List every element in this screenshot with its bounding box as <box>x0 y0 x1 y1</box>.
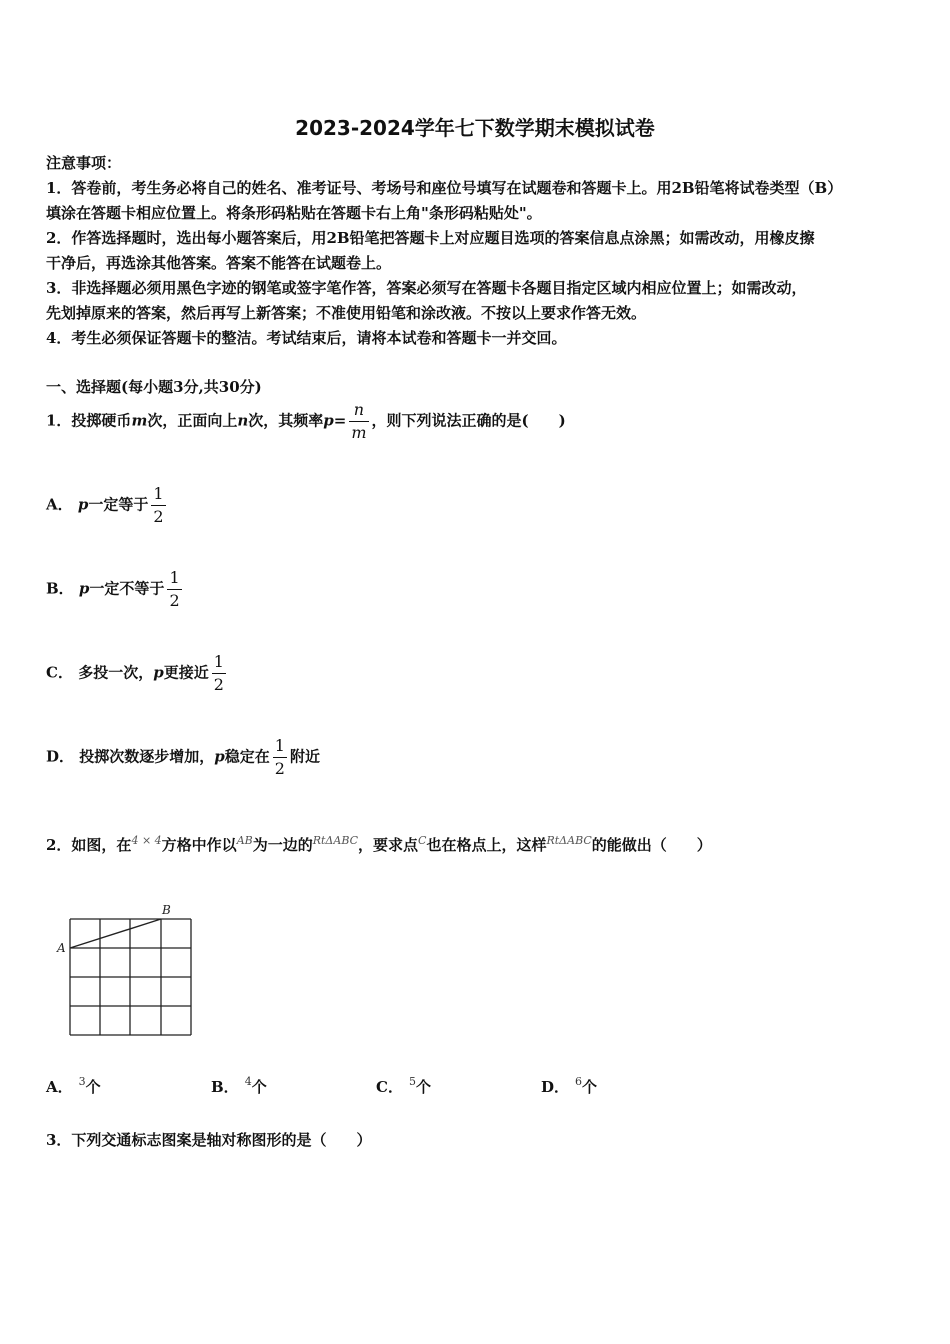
option-text: 一定等于 <box>88 495 149 514</box>
option-text: 投掷次数逐步增加， <box>79 747 215 766</box>
option-unit: 个 <box>85 1078 101 1096</box>
q1-m: m <box>131 411 148 430</box>
q2-text: ，要求点 <box>358 836 419 854</box>
option-text: 多投一次， <box>78 663 154 682</box>
fraction-denominator: 2 <box>274 759 285 778</box>
notice-line: 2．作答选择题时，选出每小题答案后，用2B铅笔把答题卡上对应题目选项的答案信息点涂黑；如需改动，用橡皮擦 <box>46 229 815 247</box>
fraction-numerator: n <box>353 400 365 419</box>
notice-line: 1．答卷前，考生务必将自己的姓名、准考证号、考场号和座位号填写在试题卷和答题卡上。用2B铅笔将试卷类型（B） <box>46 179 843 197</box>
option-value: 4 <box>244 1075 252 1088</box>
q2-grid-size: 4 × 4 <box>131 834 162 847</box>
q2-text: 为一边的 <box>252 836 313 854</box>
notice-line: 3．非选择题必须用黑色字迹的钢笔或签字笔作答，答案必须写在答题卡各题目指定区域内相应位置上；如需改动， <box>46 279 807 297</box>
option-p: p <box>78 579 90 598</box>
option-unit: 个 <box>415 1078 431 1096</box>
q1-option-c[interactable] <box>46 654 229 693</box>
q1-n: n <box>237 411 249 430</box>
option-value: 6 <box>575 1075 583 1088</box>
q2-option-c[interactable] <box>376 1076 431 1097</box>
q1-fraction <box>349 402 368 441</box>
fraction-numerator: 1 <box>153 484 164 503</box>
fraction-numerator: 1 <box>169 568 180 587</box>
option-fraction <box>151 486 165 525</box>
q2-option-a[interactable] <box>46 1076 101 1097</box>
grid-lines <box>70 919 191 1035</box>
option-unit: 个 <box>582 1078 598 1096</box>
option-label: D． <box>46 747 75 766</box>
option-label: A． <box>46 1078 73 1096</box>
section-title: 一、选择题(每小题3分,共30分) <box>46 378 262 396</box>
q2-option-d[interactable] <box>541 1076 597 1097</box>
question-1 <box>46 402 566 441</box>
option-label: D． <box>541 1078 570 1096</box>
notice-line: 干净后，再选涂其他答案。答案不能答在试题卷上。 <box>46 254 392 272</box>
q2-point-c: C <box>418 834 427 847</box>
q1-option-a[interactable] <box>46 486 169 525</box>
q1-text: ，则下列说法正确的是( ) <box>371 411 566 430</box>
point-a-label: A <box>57 941 66 955</box>
q2-text: 2．如图，在 <box>46 836 132 854</box>
option-value: 5 <box>408 1075 416 1088</box>
grid-figure <box>54 900 204 1042</box>
q2-triangle: RtΔABC <box>312 834 359 847</box>
option-fraction <box>167 570 181 609</box>
fraction-denominator: 2 <box>153 507 164 526</box>
option-text: 更接近 <box>163 663 209 682</box>
notice-line: 4．考生必须保证答题卡的整洁。考试结束后，请将本试卷和答题卡一并交回。 <box>46 329 567 347</box>
fraction-denominator: 2 <box>169 591 180 610</box>
page-title: 2023-2024学年七下数学期末模拟试卷 <box>295 116 655 140</box>
q2-segment-ab: AB <box>236 834 253 847</box>
option-p: p <box>214 747 225 766</box>
notice-line: 填涂在答题卡相应位置上。将条形码粘贴在答题卡右上角"条形码粘贴处"。 <box>46 204 542 222</box>
option-text: 附近 <box>289 747 320 766</box>
q2-triangle: RtΔABC <box>546 834 592 847</box>
q2-text: 也在格点上，这样 <box>426 836 547 854</box>
notice-heading: 注意事项： <box>46 154 122 172</box>
option-label: C． <box>376 1078 403 1096</box>
question-2 <box>46 834 712 855</box>
option-label: C． <box>46 663 73 682</box>
fraction-denominator: 2 <box>213 675 224 694</box>
q1-text: 次，其频率 <box>248 411 324 430</box>
q1-text: 次，正面向上 <box>147 411 238 430</box>
q2-text: 方格中作以 <box>161 836 237 854</box>
fraction-denominator: m <box>351 423 367 442</box>
option-p: p <box>153 663 164 682</box>
question-3: 3．下列交通标志图案是轴对称图形的是（ ） <box>46 1131 372 1149</box>
q1-eq: = <box>333 411 347 430</box>
point-b-label: B <box>162 903 171 917</box>
q2-option-b[interactable] <box>211 1076 267 1097</box>
option-p: p <box>77 495 89 514</box>
q1-p: p <box>323 411 334 430</box>
q1-option-b[interactable] <box>46 570 185 609</box>
option-label: B． <box>46 579 74 598</box>
option-fraction <box>212 654 226 693</box>
option-text: 稳定在 <box>224 747 270 766</box>
notice-line: 先划掉原来的答案，然后再写上新答案；不准使用铅笔和涂改液。不按以上要求作答无效。 <box>46 304 647 322</box>
fraction-numerator: 1 <box>274 736 285 755</box>
option-value: 3 <box>78 1075 86 1088</box>
option-fraction <box>273 738 287 777</box>
q1-text: 1．投掷硬币 <box>46 411 132 430</box>
segment-ab <box>70 919 161 948</box>
option-unit: 个 <box>251 1078 267 1096</box>
option-label: A． <box>46 495 73 514</box>
q2-text: 的能做出（ ） <box>591 836 712 854</box>
fraction-numerator: 1 <box>213 652 224 671</box>
q1-option-d[interactable] <box>46 738 320 777</box>
option-text: 一定不等于 <box>89 579 165 598</box>
option-label: B． <box>211 1078 239 1096</box>
